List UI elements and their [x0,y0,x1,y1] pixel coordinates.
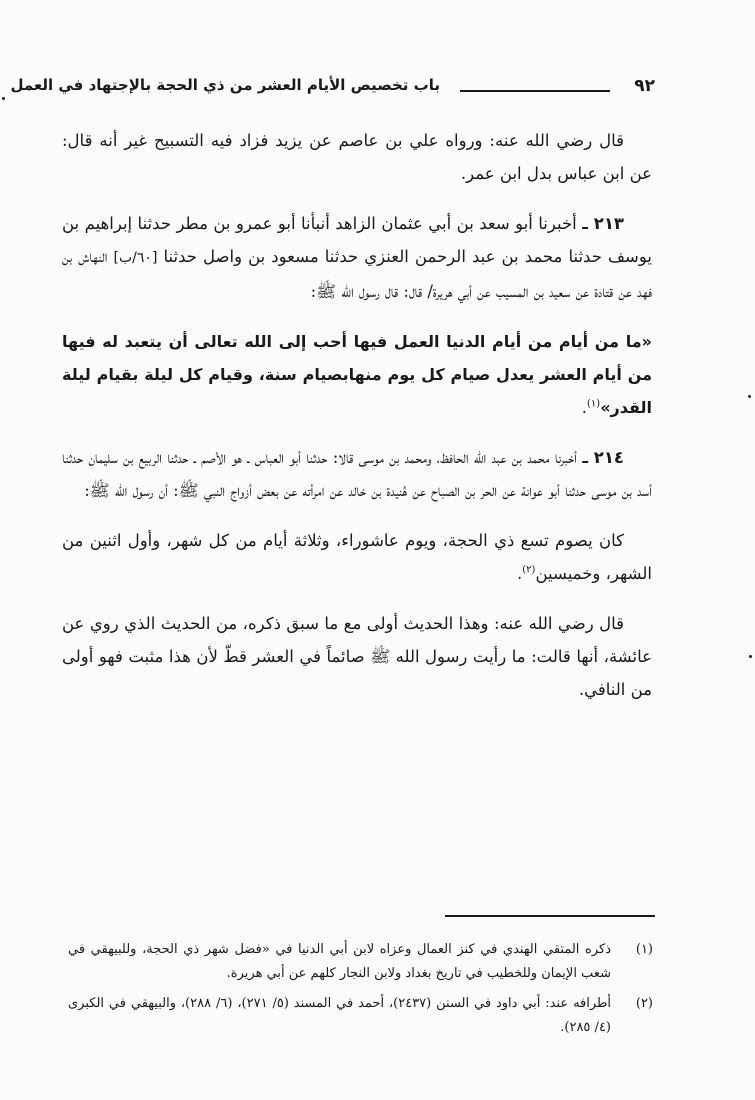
manuscript-folio-ref: [٦٠/ب] [113,250,158,266]
isnad-text: أخبرنا أبو سعد بن أبي عثمان الزاهد أنبأنا أبو عمرو بن مطر حدثنا إبراهيم بن يوسف حدثنا محمد بن عبد الرحمن العنزي حدثنا مسعود بن واصل حدثنا [62,214,652,266]
footnote-text: أطرافه عند: أبي داود في السنن (٢٤٣٧)، أحمد في المسند (٥/ ٢٧١)، (٦/ ٢٨٨)، والبيهقي في الكبرى (٤/ ٢٨٥). [68,996,612,1035]
scan-speck [748,395,751,398]
paragraph-commentary-1: قال رضي الله عنه: ورواه علي بن عاصم عن يزيد فزاد فيه التسبيح غير أنه قال: عن ابن عباس بدل ابن عمر. [62,131,652,183]
paragraph-commentary-2: قال رضي الله عنه: وهذا الحديث أولى مع ما سبق ذكره، من الحديث الذي روي عن عائشة، أنها قالت: ما رأيت رسول الله ﷺ صائماً في العشر قطّ لأن هذا مثبت فهو أولى من النافي. [62,614,652,699]
footnotes [68,938,653,1046]
scan-speck [749,655,752,658]
footnote-number: (١) [635,942,653,957]
paragraph-hadith-214 [62,441,652,507]
footnote-reference: (١) [587,398,601,410]
matn-text: كان يصوم تسع ذي الحجة، ويوم عاشوراء، وثلاثة أيام من كل شهر، وأول اثنين من الشهر، وخميسين [62,531,652,583]
footnote-reference: (٢) [522,564,536,576]
paragraph-hadith-213 [62,207,652,308]
footnote [68,938,653,986]
hadith-number: ٢١٣ ـ [582,214,624,233]
isnad-text-continued: النهاش بن فهد عن قتادة عن سعيد بن المسيب عن أبي هريرة/ قال: قال رسول الله ﷺ: [62,247,652,301]
footnote-text: ذكره المتقي الهندي في كنز العمال وعزاه لابن أبي الدنيا في «فضل شهر ذي الحجة، وللبيهقي في شعب الإيمان وللخطيب في تاريخ بغداد ولابن النجار كلهم عن أبي هريرة. [68,942,611,981]
page-header [10,76,655,106]
page-number: ٩٢ [634,76,655,96]
footnote [68,992,653,1040]
footnote-number: (٢) [635,996,653,1011]
hadith-text: «ما من أيام من أيام الدنيا العمل فيها أحب إلى الله تعالى أن يتعبد له فيها من أيام العشر يعدل صيام كل يوم منهابصيام سنة، وقيام كل ليلة بقيام ليلة القدر» [62,332,652,417]
scan-speck [2,97,5,100]
main-text [62,124,652,723]
paragraph-matn-214: كان يصوم تسع ذي الحجة، ويوم عاشوراء، وثلاثة أيام من كل شهر، وأول اثنين من الشهر، وخميسين$^{(٢)}$. [62,531,652,583]
footnote-separator [445,915,655,917]
paragraph-hadith-matn: «ما من أيام من أيام الدنيا العمل فيها أحب إلى الله تعالى أن يتعبد له فيها من أيام العشر يعدل صيام كل يوم منهابصيام سنة، وقيام كل ليلة بقيام ليلة القدر»$^{(١)}$. [62,332,652,417]
running-title: باب تخصيص الأيام العشر من ذي الحجة بالإجتهاد في العمل [10,76,440,94]
hadith-number: ٢١٤ ـ [582,448,624,467]
header-rule [460,90,610,92]
isnad-text: أخبرنا محمد بن عبد الله الحافظ، ومحمد بن موسى قالا: حدثنا أبو العباس ـ هو الأصم ـ حدثنا الربيع بن سليمان حدثنا أسد بن موسى حدثنا أبو عوانة عن الحر بن الصباح عن هُنيدة بن خالد عن امرأته عن بعض أزواج النبي ﷺ: أن رسول الله ﷺ: [62,448,652,500]
